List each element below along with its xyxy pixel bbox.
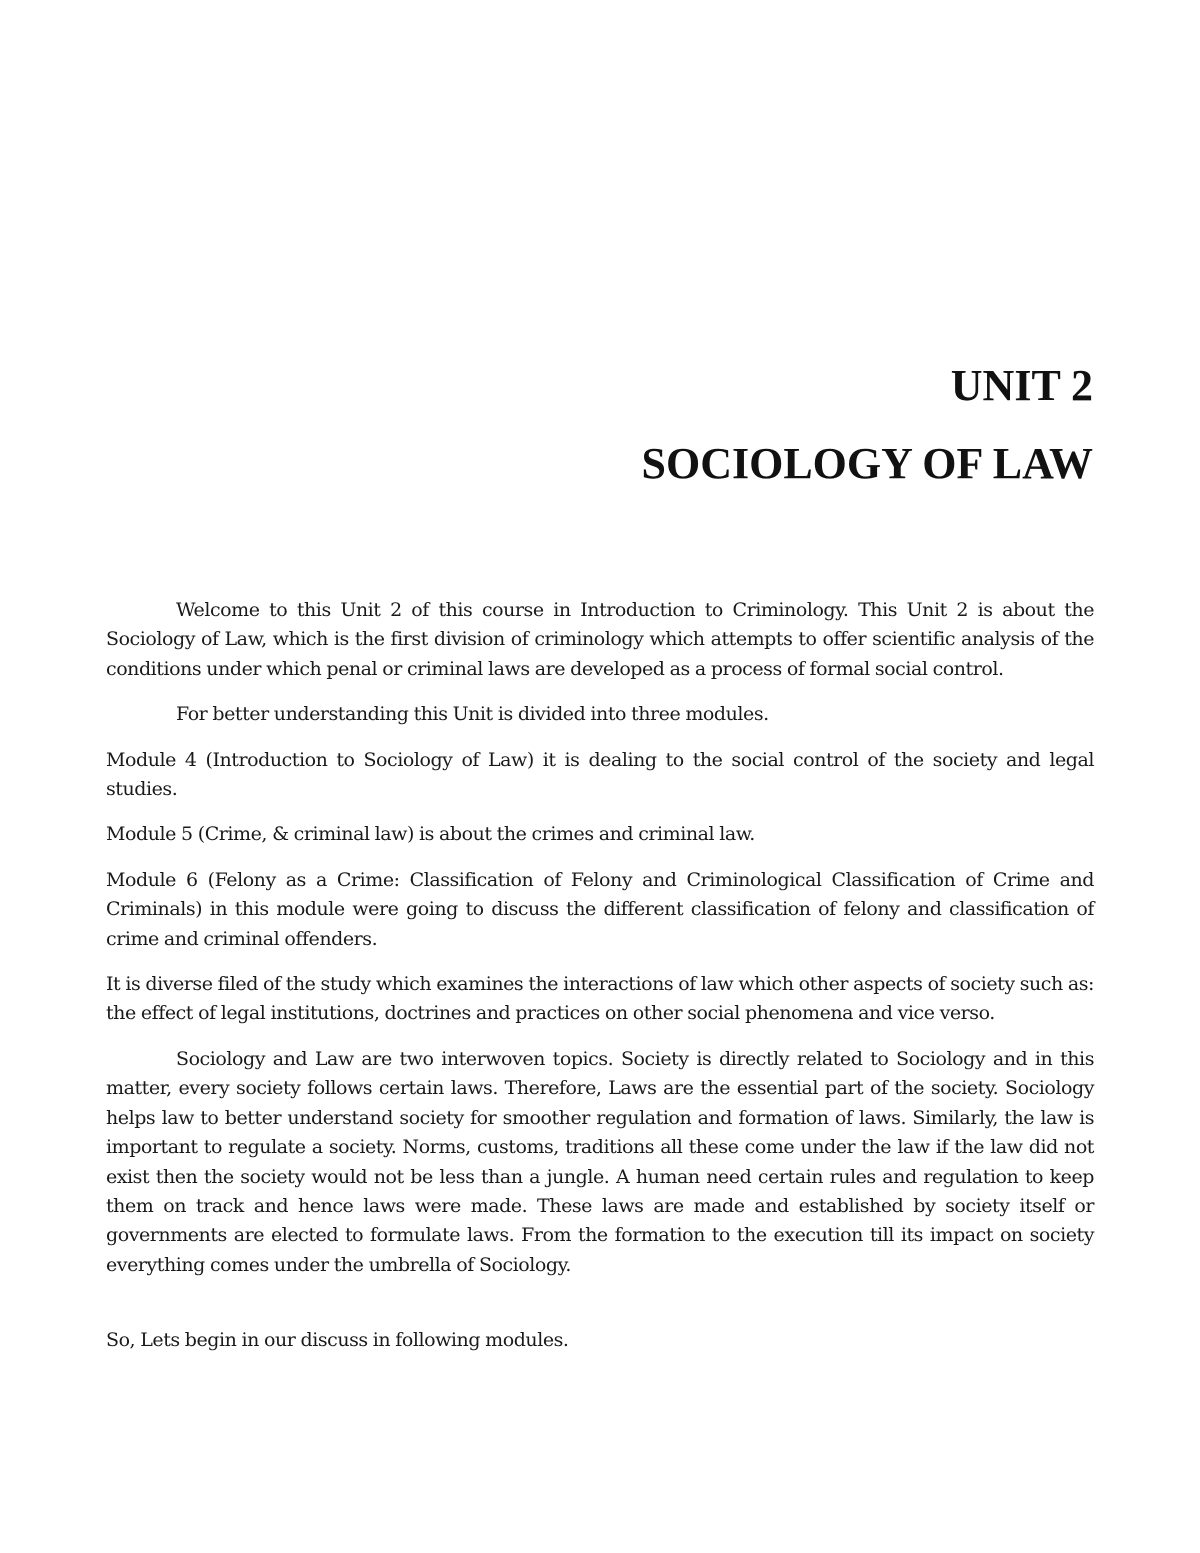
diverse-field-paragraph: It is diverse filed of the study which examines the interactions of law which other aspects of society such as: the effect of legal institutions, doctrines and practices on other social phenomena and vice verso. [106,973,1094,1025]
sociology-and-law-paragraph: Sociology and Law are two interwoven topics. Society is directly related to Sociology and in this matter, every society follows certain laws. Therefore, Laws are the essential part of the society. Sociology helps law to better understand society for smoother regulation and formation of laws. Similarly, the law is important to regulate a society. Norms, customs, traditions all these come under the law if the law did not exist then the society would not be less than a jungle. A human need certain rules and regulation to keep them on track and hence laws were made. These laws are made and established by society itself or governments are elected to formulate laws. From the formation to the execution till its impact on society everything comes under the umbrella of Sociology. [106,1047,1094,1276]
document-body [106,596,1094,1372]
unit-title-heading: SOCIOLOGY OF LAW [641,439,1093,488]
module-6-paragraph: Module 6 (Felony as a Crime: Classification of Felony and Criminological Classification of Crime and Criminals) in this module were going to discuss the different classification of felony and classification of crime and criminal offenders. [106,868,1094,950]
closing-paragraph: So, Lets begin in our discuss in following modules. [106,1329,569,1352]
unit-number-heading: UNIT 2 [950,361,1093,410]
module-5-paragraph: Module 5 (Crime, & criminal law) is about the crimes and criminal law. [106,823,755,846]
module-4-paragraph: Module 4 (Introduction to Sociology of Law) it is dealing to the social control of the society and legal studies. [106,748,1094,801]
division-paragraph: For better understanding this Unit is divided into three modules. [176,703,769,726]
welcome-paragraph: Welcome to this Unit 2 of this course in Introduction to Criminology. This Unit 2 is about the Sociology of Law, which is the first division of criminology which attempts to offer scientific analysis of the conditions under which penal or criminal laws are developed as a process of formal social control. [106,599,1094,680]
